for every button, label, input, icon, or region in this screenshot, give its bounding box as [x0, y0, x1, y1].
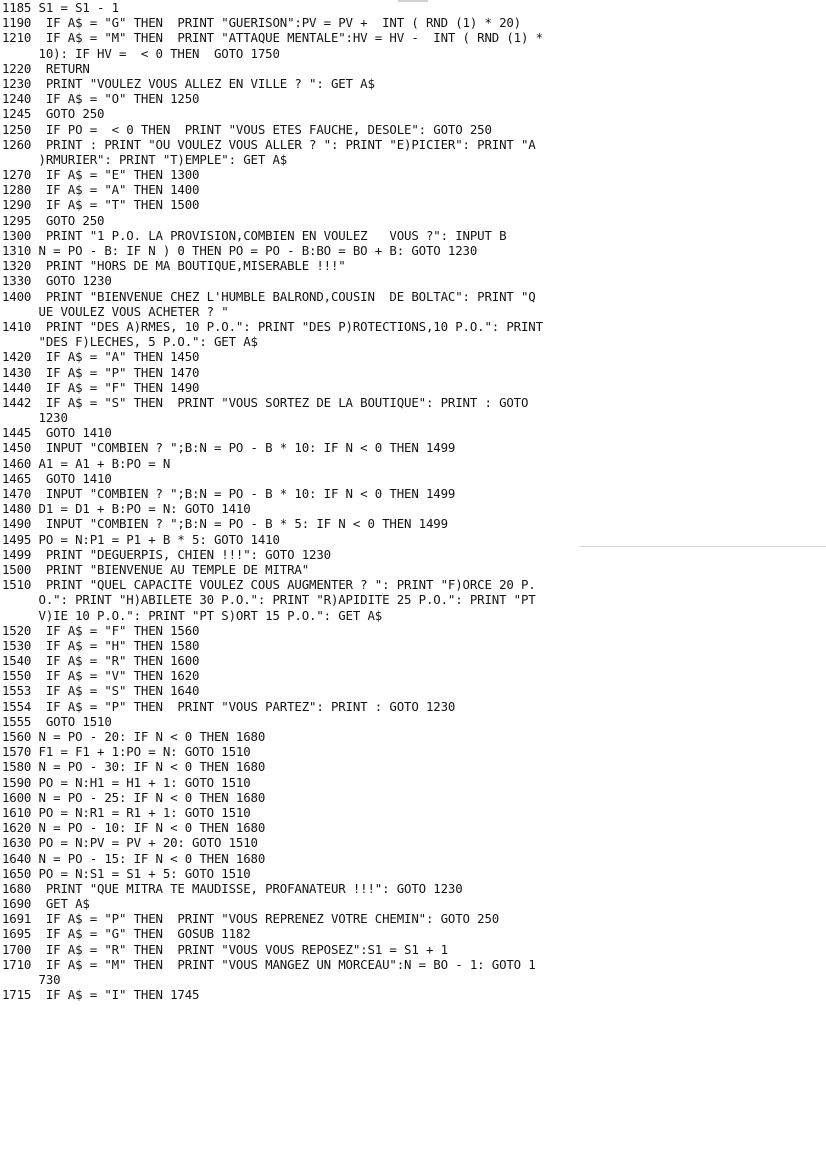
listing-line: 1691 IF A$ = "P" THEN PRINT "VOUS REPRENEZ VOTRE CHEMIN": GOTO 250	[2, 911, 500, 927]
listing-line: 1270 IF A$ = "E" THEN 1300	[2, 167, 200, 183]
listing-line: UE VOULEZ VOUS ACHETER ? "	[2, 303, 229, 319]
listing-line: 1570 F1 = F1 + 1:PO = N: GOTO 1510	[2, 744, 251, 760]
listing-line: 1210 IF A$ = "M" THEN PRINT "ATTAQUE MENTALE":HV = HV - INT ( RND (1) *	[2, 30, 543, 46]
listing-line: 1610 PO = N:R1 = R1 + 1: GOTO 1510	[2, 804, 251, 820]
listing-line: 1640 N = PO - 15: IF N < 0 THEN 1680	[2, 850, 266, 866]
listing-line: 1445 GOTO 1410	[2, 425, 112, 441]
listing-line: 1715 IF A$ = "I" THEN 1745	[2, 987, 200, 1003]
listing-line: 1320 PRINT "HORS DE MA BOUTIQUE,MISERABLE !!!"	[2, 258, 346, 274]
listing-line: 1695 IF A$ = "G" THEN GOSUB 1182	[2, 926, 251, 942]
listing-line: 1400 PRINT "BIENVENUE CHEZ L'HUMBLE BALROND,COUSIN DE BOLTAC": PRINT "Q	[2, 288, 536, 304]
listing-line: 1280 IF A$ = "A" THEN 1400	[2, 182, 200, 198]
listing-line: 1553 IF A$ = "S" THEN 1640	[2, 683, 200, 699]
listing-line: 1495 PO = N:P1 = P1 + B * 5: GOTO 1410	[2, 531, 280, 547]
listing-line: 1560 N = PO - 20: IF N < 0 THEN 1680	[2, 729, 266, 744]
listing-line: 1480 D1 = D1 + B:PO = N: GOTO 1410	[2, 501, 251, 517]
listing-line: 1190 IF A$ = "G" THEN PRINT "GUERISON":PV = PV + INT ( RND (1) * 20)	[2, 15, 521, 31]
listing-line: O.": PRINT "H)ABILETE 30 P.O.": PRINT "R)APIDITE 25 P.O.": PRINT "PT	[2, 592, 536, 608]
listing-line: 1600 N = PO - 25: IF N < 0 THEN 1680	[2, 789, 266, 805]
listing-line: 1450 INPUT "COMBIEN ? ";B:N = PO - B * 10: IF N < 0 THEN 1499	[2, 440, 456, 456]
listing-line: 1650 PO = N:S1 = S1 + 5: GOTO 1510	[2, 865, 251, 881]
listing-line: 1440 IF A$ = "F" THEN 1490	[2, 379, 200, 395]
listing-line: 1295 GOTO 250	[2, 212, 105, 228]
listing-line: 1185 S1 = S1 - 1	[2, 0, 119, 15]
listing-line: 1510 PRINT "QUEL CAPACITE VOULEZ COUS AUGMENTER ? ": PRINT "F)ORCE 20 P.	[2, 577, 536, 593]
listing-line: 1245 GOTO 250	[2, 106, 105, 122]
listing-line: 1430 IF A$ = "P" THEN 1470	[2, 364, 200, 380]
listing-line: 1465 GOTO 1410	[2, 470, 112, 486]
listing-line: 1470 INPUT "COMBIEN ? ";B:N = PO - B * 10: IF N < 0 THEN 1499	[2, 486, 456, 501]
listing-line: 1300 PRINT "1 P.O. LA PROVISION,COMBIEN EN VOULEZ VOUS ?": INPUT B	[2, 227, 507, 243]
listing-line: 1550 IF A$ = "V" THEN 1620	[2, 668, 200, 684]
listing-line: 10): IF HV = < 0 THEN GOTO 1750	[2, 45, 280, 61]
listing-line: 1240 IF A$ = "O" THEN 1250	[2, 91, 200, 107]
listing-line: 1530 IF A$ = "H" THEN 1580	[2, 637, 200, 653]
listing-line: 1630 PO = N:PV = PV + 20: GOTO 1510	[2, 835, 258, 851]
listing-line: 1250 IF PO = < 0 THEN PRINT "VOUS ETES FAUCHE, DESOLE": GOTO 250	[2, 121, 492, 137]
listing-line: "DES F)LECHES, 5 P.O.": GET A$	[2, 334, 258, 350]
listing-line: 1520 IF A$ = "F" THEN 1560	[2, 622, 200, 638]
listing-line: 1700 IF A$ = "R" THEN PRINT "VOUS VOUS REPOSEZ":S1 = S1 + 1	[2, 941, 448, 957]
listing-line: 1490 INPUT "COMBIEN ? ";B:N = PO - B * 5: IF N < 0 THEN 1499	[2, 516, 448, 532]
listing-line: 1590 PO = N:H1 = H1 + 1: GOTO 1510	[2, 774, 251, 790]
listing-line: 1690 GET A$	[2, 896, 90, 912]
listing-line: 1710 IF A$ = "M" THEN PRINT "VOUS MANGEZ UN MORCEAU":N = BO - 1: GOTO 1	[2, 956, 536, 972]
listing-line: )RMURIER": PRINT "T)EMPLE": GET A$	[2, 151, 288, 167]
listing-line: 1410 PRINT "DES A)RMES, 10 P.O.": PRINT "DES P)ROTECTIONS,10 P.O.": PRINT	[2, 318, 543, 334]
listing-line: 1290 IF A$ = "T" THEN 1500	[2, 197, 200, 213]
listing-line: 1680 PRINT "QUE MITRA TE MAUDISSE, PROFANATEUR !!!": GOTO 1230	[2, 880, 463, 896]
listing-line: 1310 N = PO - B: IF N ) 0 THEN PO = PO - B:BO = BO + B: GOTO 1230	[2, 243, 478, 258]
listing-line: 1555 GOTO 1510	[2, 713, 112, 729]
listing-line: 1620 N = PO - 10: IF N < 0 THEN 1680	[2, 820, 266, 836]
listing-line: 1500 PRINT "BIENVENUE AU TEMPLE DE MITRA"	[2, 561, 310, 577]
scan-mark-right	[580, 546, 826, 547]
listing-line: V)IE 10 P.O.": PRINT "PT S)ORT 15 P.O.": GET A$	[2, 607, 383, 623]
listing-line: 1230	[2, 410, 68, 426]
listing-line: 1330 GOTO 1230	[2, 273, 112, 289]
listing-line: 1554 IF A$ = "P" THEN PRINT "VOUS PARTEZ": PRINT : GOTO 1230	[2, 698, 456, 714]
listing-line: 1230 PRINT "VOULEZ VOUS ALLEZ EN VILLE ? ": GET A$	[2, 75, 375, 91]
listing-line: 1442 IF A$ = "S" THEN PRINT "VOUS SORTEZ DE LA BOUTIQUE": PRINT : GOTO	[2, 394, 529, 410]
listing-line: 1420 IF A$ = "A" THEN 1450	[2, 349, 200, 365]
listing-line: 1540 IF A$ = "R" THEN 1600	[2, 653, 200, 669]
listing-line: 730	[2, 972, 61, 987]
listing-line: 1460 A1 = A1 + B:PO = N	[2, 455, 171, 471]
listing-line: 1580 N = PO - 30: IF N < 0 THEN 1680	[2, 759, 266, 775]
listing-line: 1220 RETURN	[2, 60, 90, 76]
basic-program-listing	[2, 0, 817, 1002]
listing-line: 1499 PRINT "DEGUERPIS, CHIEN !!!": GOTO 1230	[2, 546, 331, 562]
listing-line: 1260 PRINT : PRINT "OU VOULEZ VOUS ALLER ? ": PRINT "E)PICIER": PRINT "A	[2, 136, 536, 152]
